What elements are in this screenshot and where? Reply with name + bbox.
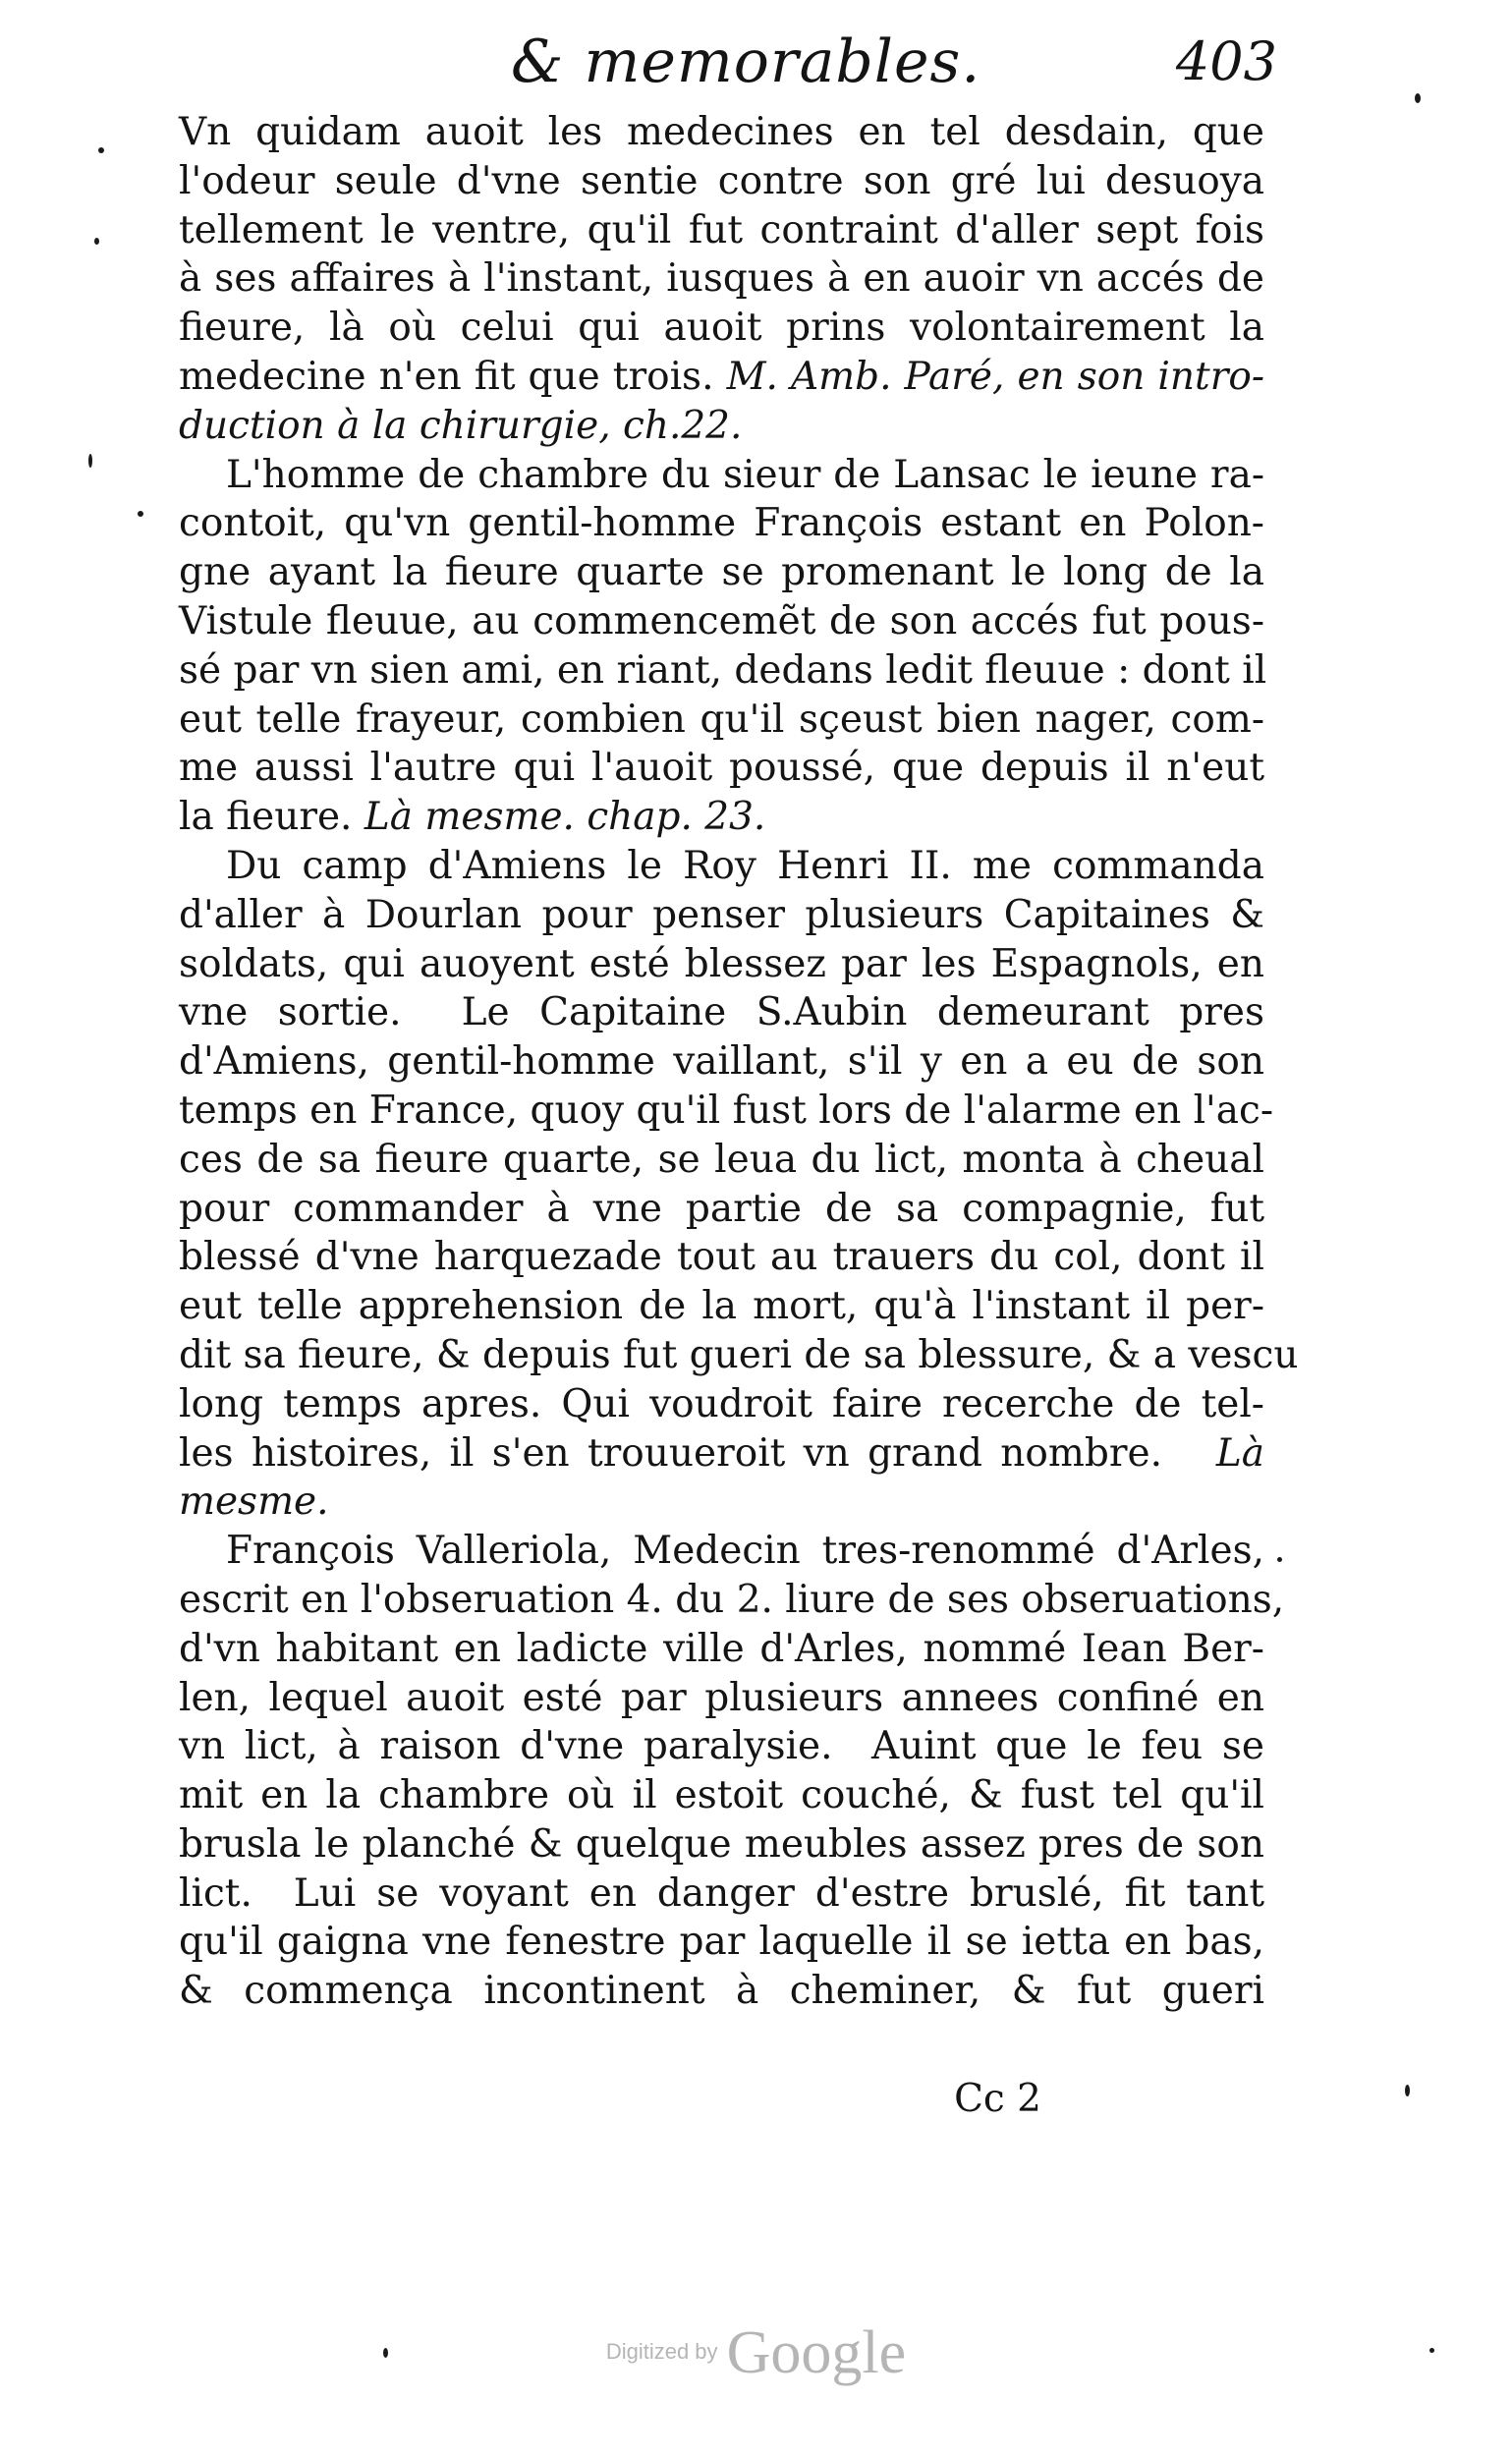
citation-la-mesme: Là mesme. chap. 23.: [364, 795, 766, 840]
ink-speck: [98, 147, 104, 153]
citation-line: duction à la chirurgie, ch.22.: [179, 403, 743, 448]
text-line: qu'il gaigna vne fenestre par laquelle il se ietta en bas,: [179, 1920, 1264, 1965]
signature-mark: Cc 2: [954, 2077, 1041, 2121]
paragraph-start: Du camp d'Amiens le Roy Henri II. me commanda: [226, 843, 1264, 888]
text-line: vne sortie. Le Capitaine S.Aubin demeurant pres: [179, 990, 1264, 1035]
running-head: [177, 28, 1277, 96]
page-number: 403: [1175, 30, 1277, 92]
text-line: & commença incontinent à cheminer, & fut gueri: [179, 1969, 1264, 2014]
text-line: me aussi l'autre qui l'auoit poussé, que depuis il n'eut: [179, 746, 1264, 791]
ink-speck: [138, 511, 143, 517]
citation-line: mesme.: [179, 1479, 329, 1525]
text-line: Vistule fleuue, au commencemẽt de son accés fut pous-: [179, 598, 1264, 643]
ink-speck: [88, 454, 92, 468]
ink-speck: [383, 2348, 388, 2358]
text-line: escrit en l'obseruation 4. du 2. liure de ses obseruations,: [179, 1577, 1285, 1622]
digitized-by-label: Digitized by: [605, 2339, 718, 2364]
text-line: lict. Lui se voyant en danger d'estre bruslé, fit tant: [179, 1870, 1264, 1916]
ink-speck: [1415, 93, 1421, 103]
digitized-by-google-watermark: [0, 2318, 1512, 2397]
text-line: len, lequel auoit esté par plusieurs annees confiné en: [179, 1675, 1264, 1720]
body-text: [179, 108, 1299, 2016]
text-line: ces de sa fieure quarte, se leua du lict, monta à cheual: [179, 1137, 1264, 1182]
text-fragment: la fieure.: [179, 795, 353, 840]
paragraph-start: L'homme de chambre du sieur de Lansac le ieune ra-: [226, 452, 1264, 497]
text-line: dit sa fieure, & depuis fut gueri de sa blessure, & a vescu: [179, 1332, 1299, 1377]
text-line: contoit, qu'vn gentil-homme François estant en Polon-: [179, 501, 1264, 546]
text-line: gne ayant la fieure quarte se promenant le long de la: [179, 550, 1264, 595]
text-line: pour commander à vne partie de sa compagnie, fut: [179, 1186, 1264, 1231]
text-line: tellement le ventre, qu'il fut contraint d'aller sept fois: [179, 207, 1264, 252]
ink-speck: [94, 238, 99, 245]
text-line: brusla le planché & quelque meubles assez pres de son: [179, 1821, 1264, 1867]
text-line: mit en la chambre où il estoit couché, & fust tel qu'il: [179, 1773, 1264, 1818]
text-line-with-citation: [179, 1429, 1264, 1479]
text-line: fieure, là où celui qui auoit prins volontairement la: [179, 306, 1264, 351]
text-line: à ses affaires à l'instant, iusques à en auoir vn accés de: [179, 256, 1264, 302]
text-line: blessé d'vne harquezade tout au trauers du col, dont il: [179, 1235, 1264, 1280]
ink-speck: [1277, 1557, 1282, 1562]
google-logo: Google: [726, 2319, 907, 2386]
text-line: d'vn habitant en ladicte ville d'Arles, nommé Iean Ber-: [179, 1626, 1264, 1671]
text-line: eut telle frayeur, combien qu'il sçeust bien nager, com-: [179, 697, 1264, 742]
paragraph-start: François Valleriola, Medecin tres-renommé d'Arles,: [226, 1529, 1264, 1574]
ink-speck: [1429, 2348, 1434, 2353]
text-line: sé par vn sien ami, en riant, dedans ledit fleuue : dont il: [179, 647, 1267, 693]
text-line: soldats, qui auoyent esté blessez par les Espagnols, en: [179, 941, 1264, 986]
text-line: temps en France, quoy qu'il fust lors de l'alarme en l'ac-: [179, 1088, 1274, 1133]
text-line-with-citation: [179, 353, 1264, 402]
text-fragment: les histoires, il s'en trouueroit vn grand nombre.: [179, 1430, 1162, 1476]
text-line: vn lict, à raison d'vne paralysie. Auint que le feu se: [179, 1724, 1264, 1769]
text-line: eut telle apprehension de la mort, qu'à l'instant il per-: [179, 1284, 1264, 1329]
text-line: d'aller à Dourlan pour penser plusieurs Capitaines &: [179, 892, 1264, 937]
citation-la: Là: [1215, 1430, 1264, 1476]
text-line-with-citation: [179, 793, 1264, 842]
running-title: & memorables.: [511, 28, 981, 96]
text-fragment: medecine n'en fit que trois.: [179, 354, 714, 399]
text-line: d'Amiens, gentil-homme vaillant, s'il y en a eu de son: [179, 1039, 1264, 1085]
text-line: l'odeur seule d'vne sentie contre son gré lui desuoya: [179, 158, 1264, 203]
citation-pare: M. Amb. Paré, en son intro-: [726, 354, 1264, 399]
text-line: long temps apres. Qui voudroit faire recerche de tel-: [179, 1381, 1264, 1426]
text-line: Vn quidam auoit les medecines en tel desdain, que: [179, 110, 1264, 154]
ink-speck: [1405, 2085, 1410, 2096]
